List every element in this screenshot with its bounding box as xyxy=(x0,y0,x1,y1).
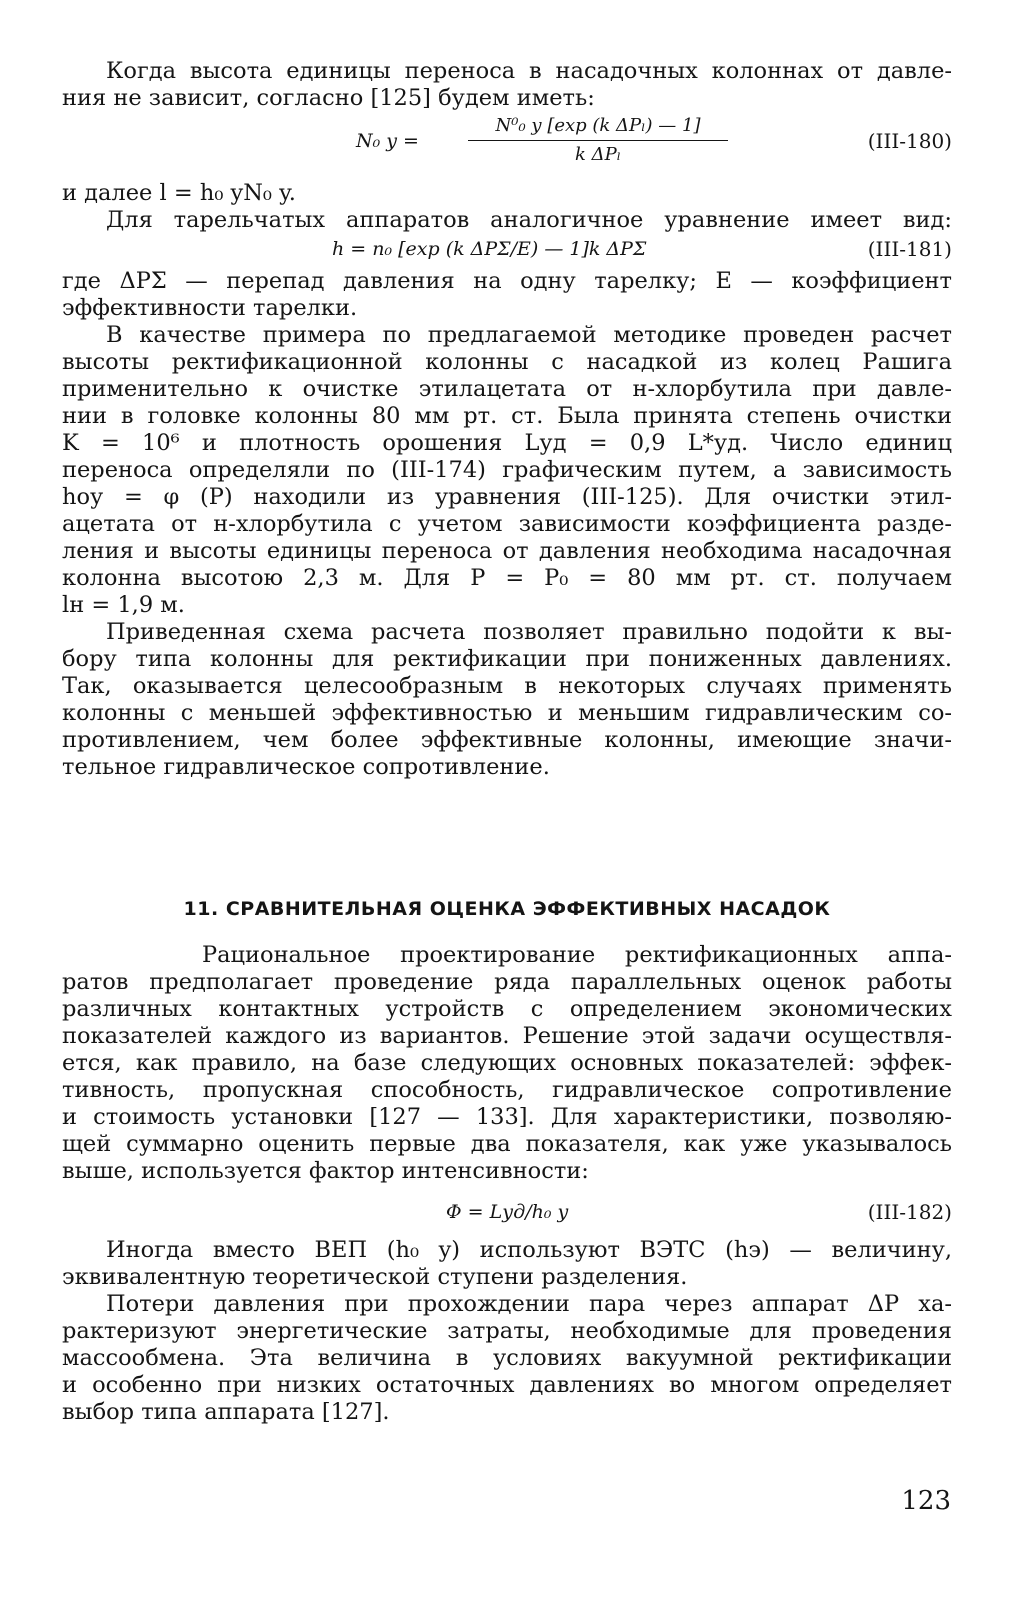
para-line: Иногда вместо ВЕП (h₀ y) используют ВЭТС (hэ) — величину, xyxy=(106,1237,952,1263)
para-line: В качестве примера по предлагаемой методике проведен расчет xyxy=(106,322,952,348)
para-line: эквивалентную теоретической ступени разделения. xyxy=(62,1264,688,1290)
para-line: щей суммарно оценить первые два показателя, как уже указывалось xyxy=(62,1131,952,1157)
para-line: рактеризуют энергетические затраты, необходимые для проведения xyxy=(62,1318,952,1344)
text-block-top xyxy=(62,58,952,781)
para-line: ния не зависит, согласно [125] будем иметь: xyxy=(62,85,595,111)
equation-III-181 xyxy=(62,234,952,264)
para-line: различных контактных устройств с определением экономических xyxy=(62,996,952,1022)
para-line: Приведенная схема расчета позволяет правильно подойти к вы- xyxy=(106,619,952,645)
eq-lhs: N₀ y = xyxy=(356,130,419,152)
eq-denominator: k ΔPₗ xyxy=(574,144,622,165)
para-line: Когда высота единицы переноса в насадочных колоннах от давле- xyxy=(106,58,952,84)
text-block-bottom xyxy=(62,898,952,1426)
para-line: колонна высотою 2,3 м. Для P = P₀ = 80 мм рт. ст. получаем xyxy=(62,565,952,591)
para-line: применительно к очистке этилацетата от н-хлорбутила при давле- xyxy=(62,376,952,402)
para-line: выше, используется фактор интенсивности: xyxy=(62,1158,589,1184)
para-line: переноса определяли по (III-174) графическим путем, а зависимость xyxy=(62,457,952,483)
eq-fraction xyxy=(468,114,728,167)
para-line: и стоимость установки [127 — 133]. Для характеристики, позволяю- xyxy=(62,1104,952,1130)
para-line: ется, как правило, на базе следующих основных показателей: эффек- xyxy=(62,1050,952,1076)
para-line: ления и высоты единицы переноса от давления необходима насадочная xyxy=(62,538,952,564)
para-line: высоты ректификационной колонны с насадкой из колец Рашига xyxy=(62,349,952,375)
equation-III-182 xyxy=(62,1185,952,1237)
para-line: бору типа колонны для ректификации при пониженных давлениях. xyxy=(62,646,952,672)
equation-number: (III-182) xyxy=(867,1200,952,1224)
para-line: выбор типа аппарата [127]. xyxy=(62,1399,390,1425)
para-line: противлением, чем более эффективные колонны, имеющие значи- xyxy=(62,727,952,753)
para-line: Для тарельчатых аппаратов аналогичное уравнение имеет вид: xyxy=(106,207,952,233)
para-line: Потери давления при прохождении пара через аппарат ΔP ха- xyxy=(106,1291,952,1317)
para-line: тельное гидравлическое сопротивление. xyxy=(62,754,550,780)
para-line: ратов предполагает проведение ряда параллельных оценок работы xyxy=(62,969,952,995)
eq-numerator: N⁰₀ y [exp (k ΔPₗ) — 1] xyxy=(468,114,728,141)
page-number: 123 xyxy=(901,1486,951,1516)
para-line: где ΔPΣ — перепад давления на одну тарелку; E — коэффициент xyxy=(62,268,952,294)
para-line: колонны с меньшей эффективностью и меньшим гидравлическим со- xyxy=(62,700,952,726)
section-heading: 11. СРАВНИТЕЛЬНАЯ ОЦЕНКА ЭФФЕКТИВНЫХ НАСАДОК xyxy=(183,898,831,920)
para-line: нии в головке колонны 80 мм рт. ст. Была принята степень очистки xyxy=(62,403,952,429)
para-line: тивность, пропускная способность, гидравлическое сопротивление xyxy=(62,1077,952,1103)
para-line: ацетата от н-хлорбутила с учетом зависимости коэффициента разде- xyxy=(62,511,952,537)
para-line: lн = 1,9 м. xyxy=(62,592,185,618)
para-line: и особенно при низких остаточных давлениях во многом определяет xyxy=(62,1372,952,1398)
equation-number: (III-181) xyxy=(867,237,952,261)
para-line: и далее l = h₀ yN₀ y. xyxy=(62,180,296,206)
para-line: показателей каждого из вариантов. Решение этой задачи осуществля- xyxy=(62,1023,952,1049)
eq-body: h = n₀ [exp (k ΔPΣ/E) — 1]k ΔPΣ xyxy=(332,238,647,260)
equation-number: (III-180) xyxy=(867,129,952,153)
para-line: массообмена. Эта величина в условиях вакуумной ректификации xyxy=(62,1345,952,1371)
para-line: Так, оказывается целесообразным в некоторых случаях применять xyxy=(62,673,952,699)
para-line: K = 10⁶ и плотность орошения Lуд = 0,9 L*уд. Число единиц xyxy=(62,430,952,456)
para-line: Рациональное проектирование ректификационных аппа- xyxy=(202,942,952,968)
eq-body: Φ = Lуд/h₀ y xyxy=(446,1201,569,1223)
para-line: эффективности тарелки. xyxy=(62,295,358,321)
para-line: hоу = φ (P) находили из уравнения (III-125). Для очистки этил- xyxy=(62,484,952,510)
equation-III-180 xyxy=(62,112,952,174)
